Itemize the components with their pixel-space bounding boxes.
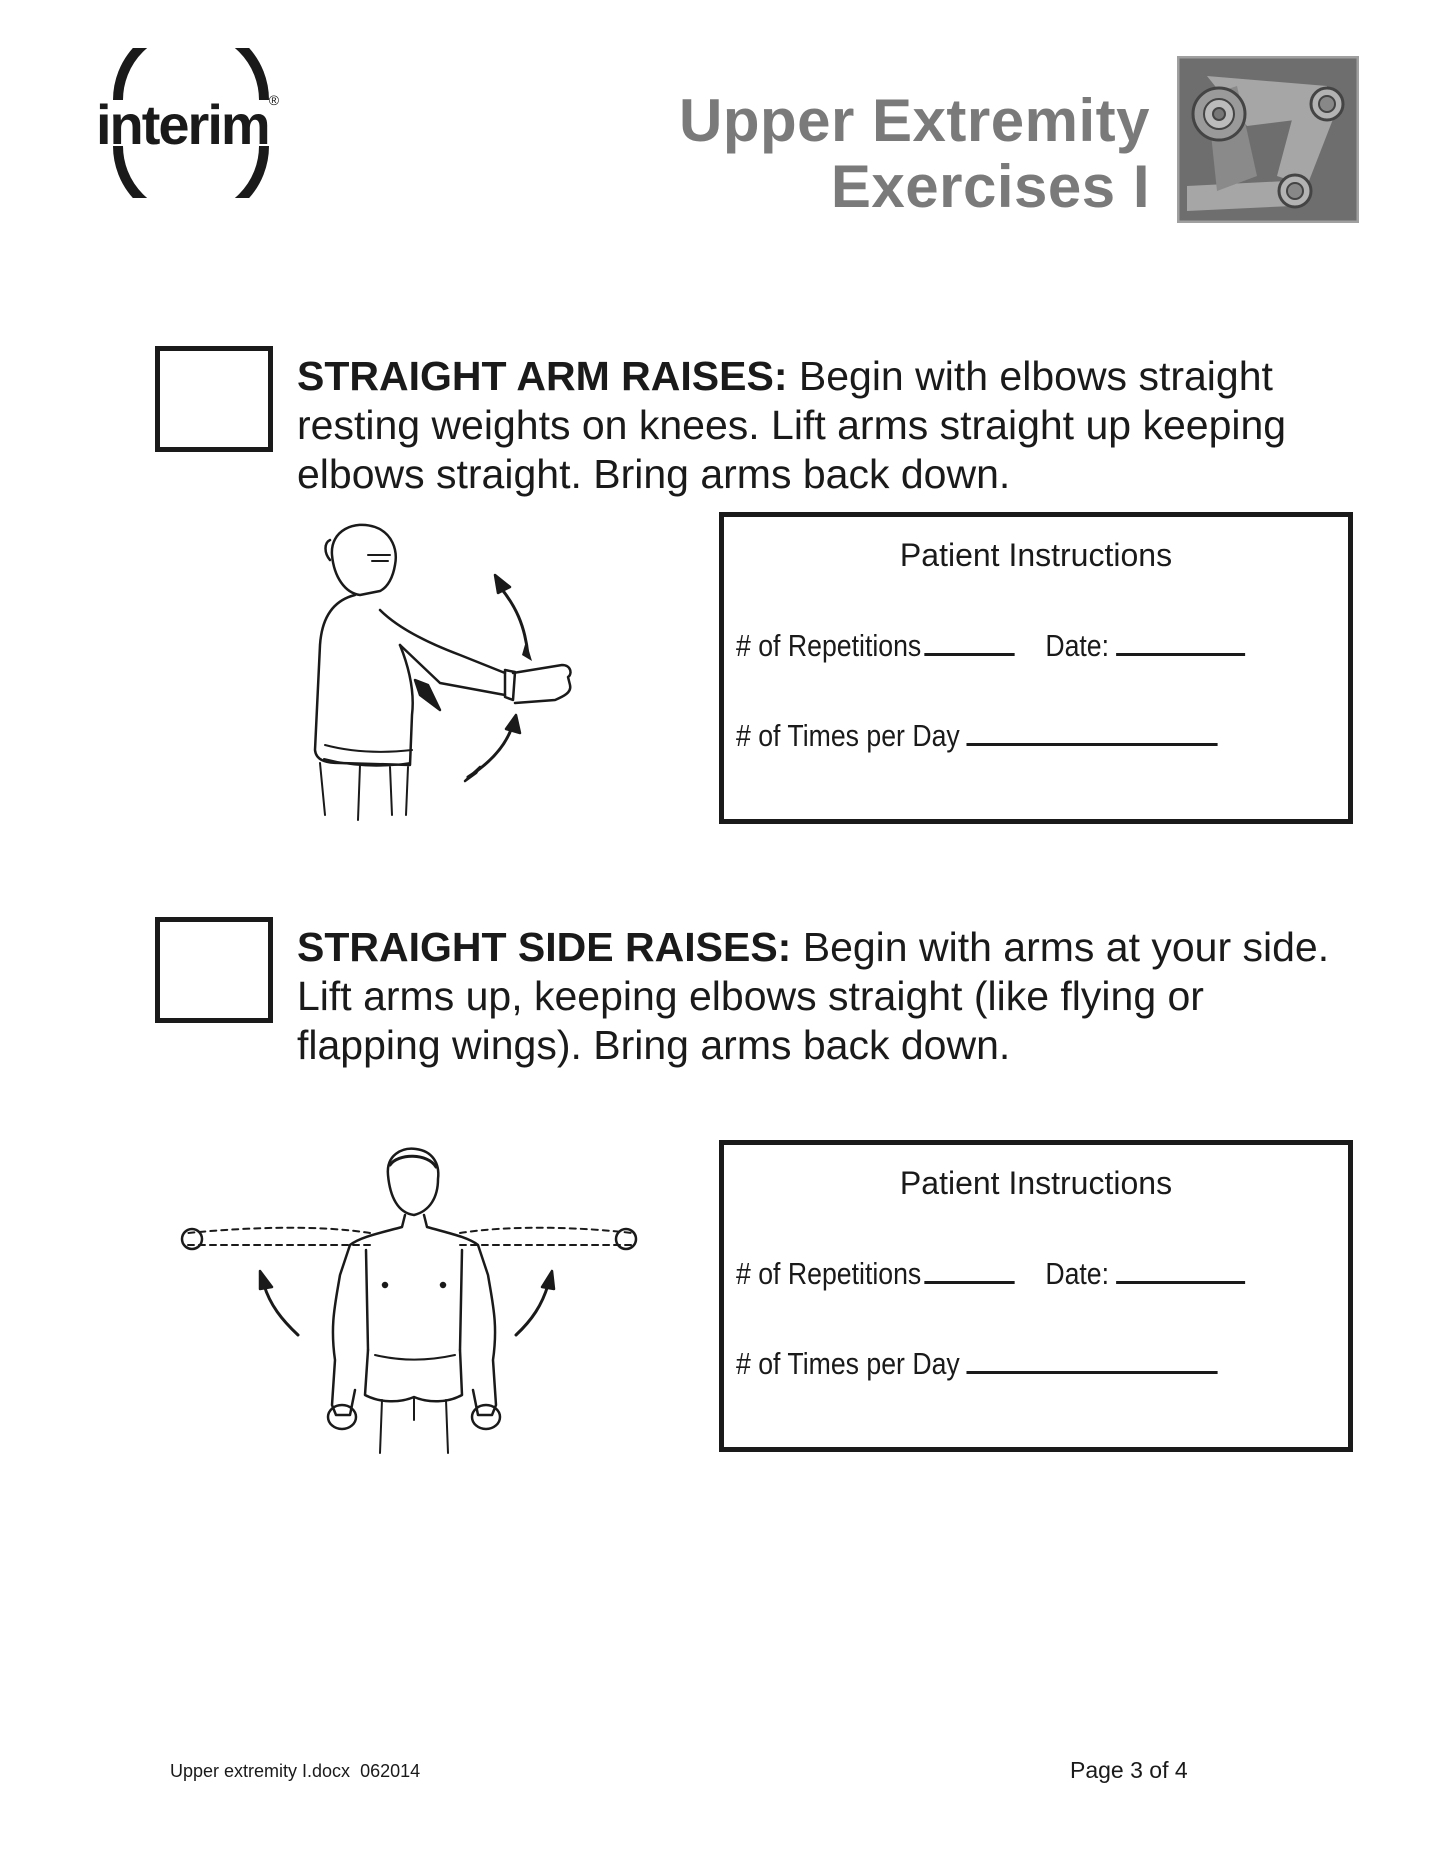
repetitions-field[interactable] — [925, 625, 1015, 656]
logo-wordmark: interim — [96, 93, 269, 156]
interim-logo — [92, 48, 292, 198]
times-per-day-field[interactable] — [967, 1343, 1218, 1374]
date-label: Date: — [1045, 1256, 1110, 1291]
repetitions-label: # of Repetitions — [736, 1256, 922, 1291]
exercise-2-instructions-box — [719, 1140, 1353, 1452]
exercise-1-description: Begin with elbows straight resting weights on knees. Lift arms straight up keeping elbows straight. Bring arms back down. — [297, 353, 1287, 497]
exercise-2-title: STRAIGHT SIDE RAISES: — [297, 924, 792, 970]
exercise-1-title: STRAIGHT ARM RAISES: — [297, 353, 788, 399]
footer-page-number: Page 3 of 4 — [1070, 1757, 1188, 1783]
date-field[interactable] — [1116, 625, 1245, 656]
times-per-day-label: # of Times per Day — [736, 718, 960, 753]
title-line-2: Exercises I — [830, 153, 1150, 220]
side-raise-figure — [170, 1145, 650, 1455]
title-line-1: Upper Extremity — [679, 87, 1150, 154]
straight-arm-raise-figure — [300, 515, 600, 825]
exercise-1-instructions-box — [719, 512, 1353, 824]
repetitions-field[interactable] — [925, 1253, 1015, 1284]
times-per-day-field[interactable] — [967, 715, 1218, 746]
exercise-2-text — [297, 923, 1357, 1070]
footer-file-name: Upper extremity I.docx 062014 — [170, 1761, 421, 1781]
instructions-heading: Patient Instructions — [899, 537, 1173, 573]
exercise-2-description: Begin with arms at your side. Lift arms up, keeping elbows straight (like flying or flapping wings). Bring arms back down. — [297, 924, 1330, 1068]
exercise-1-text — [297, 352, 1357, 499]
instructions-heading: Patient Instructions — [899, 1165, 1173, 1201]
times-per-day-label: # of Times per Day — [736, 1346, 960, 1381]
registered-mark: ® — [268, 92, 278, 108]
repetitions-label: # of Repetitions — [736, 628, 922, 663]
date-label: Date: — [1045, 628, 1110, 663]
document-title — [679, 88, 1150, 220]
pulley-machine-icon — [1177, 56, 1359, 223]
exercise-1-checkbox[interactable] — [155, 346, 273, 452]
date-field[interactable] — [1116, 1253, 1245, 1284]
exercise-2-checkbox[interactable] — [155, 917, 273, 1023]
